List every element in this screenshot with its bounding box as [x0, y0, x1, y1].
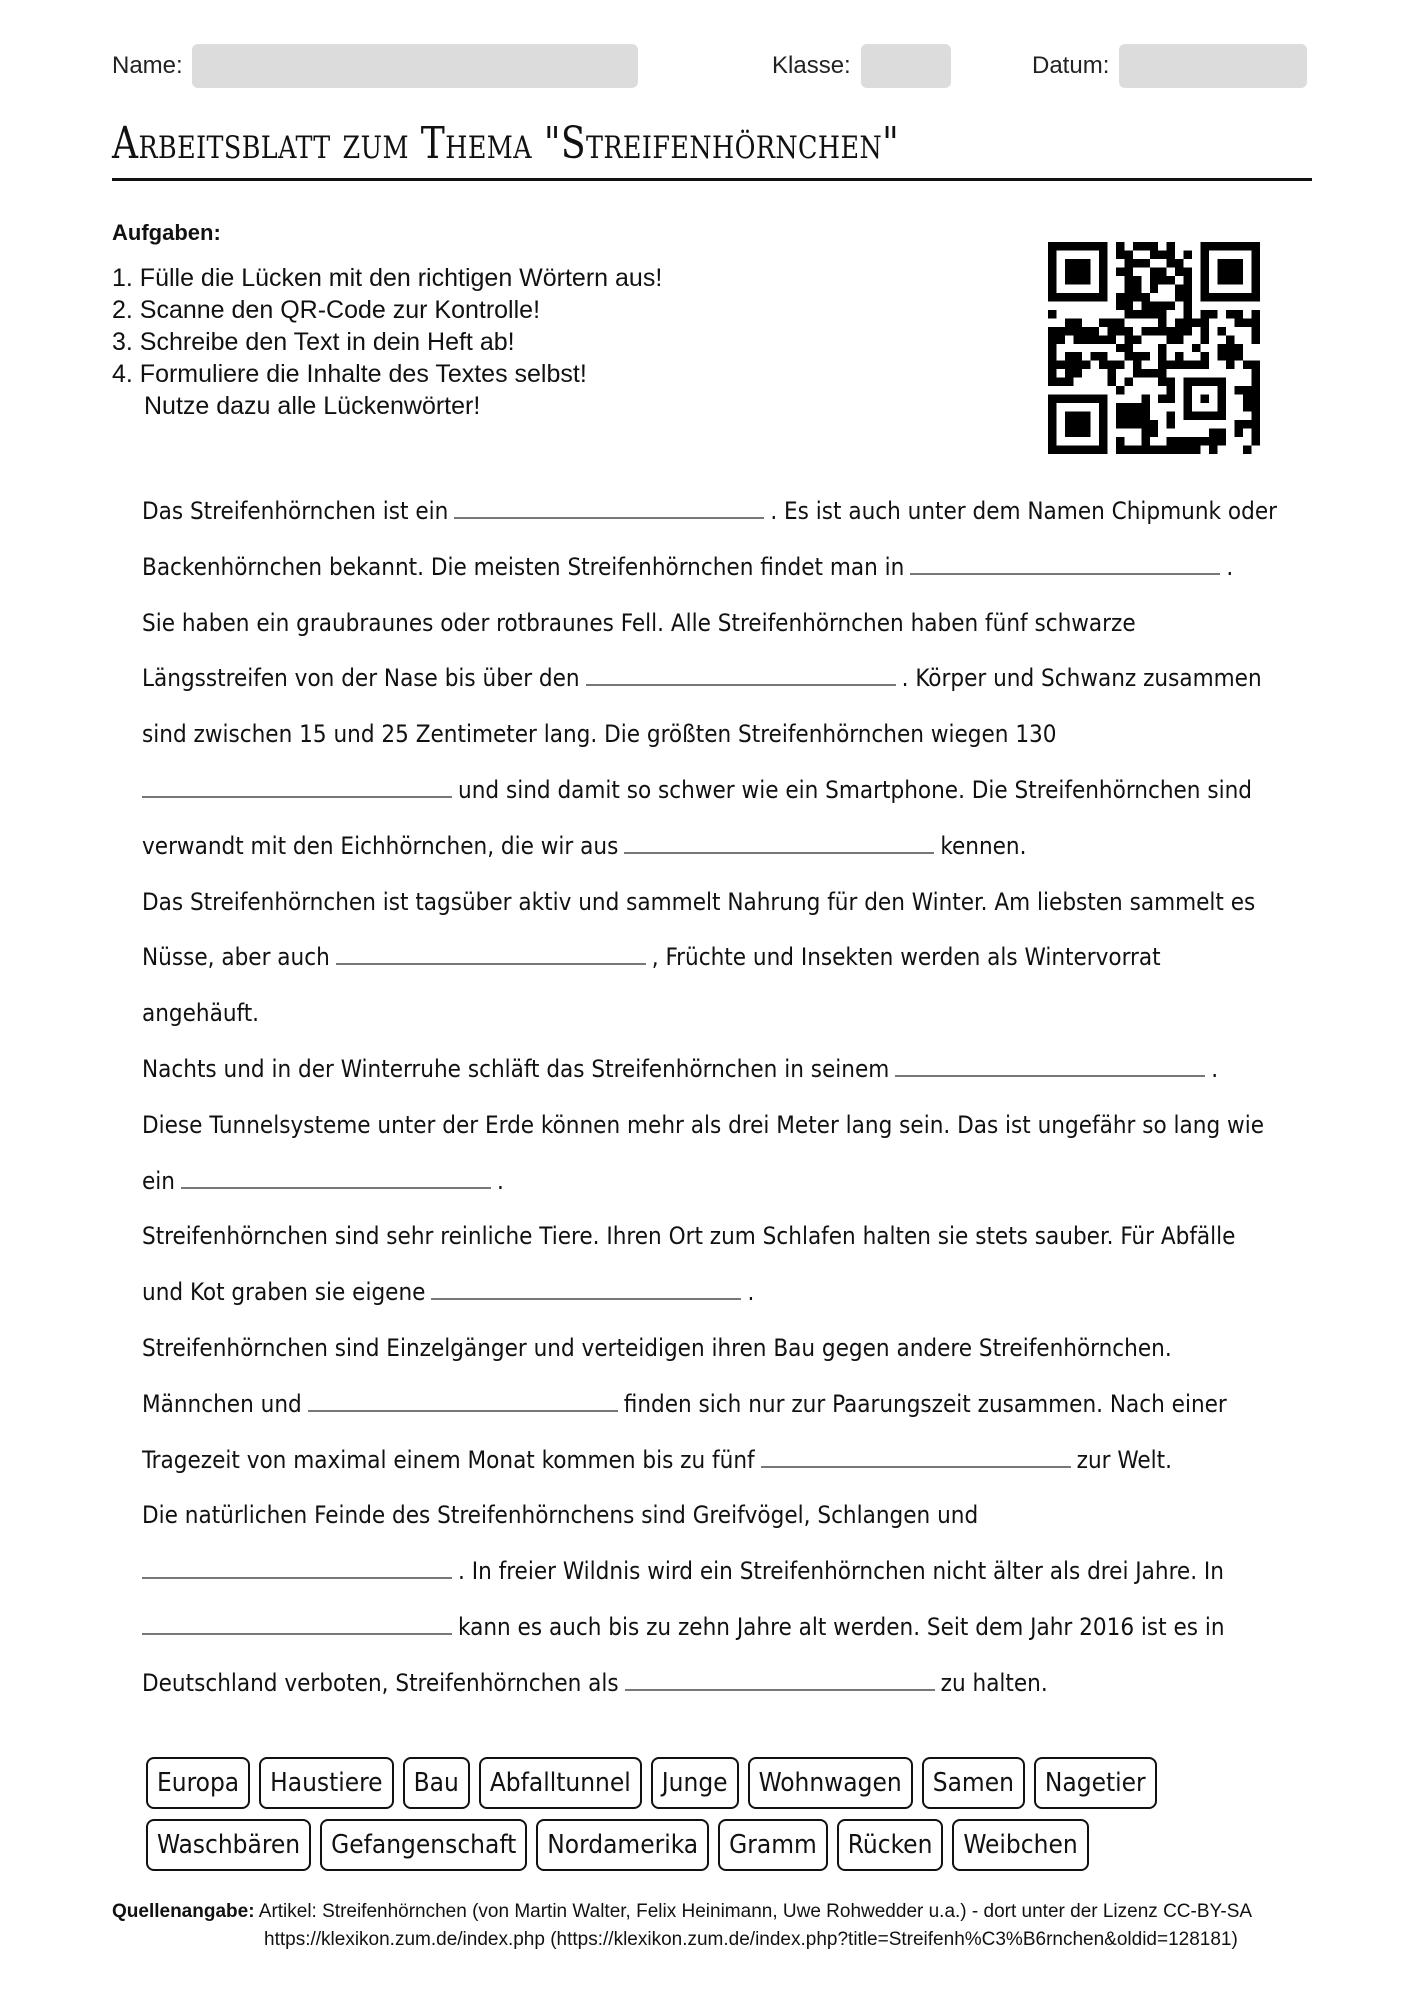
- gap-field[interactable]: [761, 1438, 1071, 1468]
- word-chip[interactable]: Haustiere: [259, 1757, 393, 1809]
- text-line: ein .: [142, 1154, 1302, 1210]
- text-line: und sind damit so schwer wie ein Smartphone. Die Streifenhörnchen sind: [142, 763, 1302, 819]
- word-chip[interactable]: Samen: [922, 1757, 1025, 1809]
- source-note: [112, 1898, 1252, 1954]
- gap-field[interactable]: [181, 1159, 491, 1189]
- text-line: Streifenhörnchen sind Einzelgänger und verteidigen ihren Bau gegen andere Streifenhörnchen.: [142, 1333, 1172, 1362]
- text-line: Nüsse, aber auch , Früchte und Insekten werden als Wintervorrat: [142, 930, 1302, 986]
- word-chip[interactable]: Nagetier: [1034, 1757, 1157, 1809]
- word-chip[interactable]: Europa: [146, 1757, 250, 1809]
- gap-field[interactable]: [142, 1605, 452, 1635]
- text-line: Backenhörnchen bekannt. Die meisten Streifenhörnchen findet man in .: [142, 540, 1302, 596]
- qr-code-icon[interactable]: [1048, 242, 1260, 454]
- page-title: Arbeitsblatt zum Thema "Streifenhörnchen": [112, 118, 1312, 181]
- gap-field[interactable]: [142, 768, 452, 798]
- gap-field[interactable]: [895, 1047, 1205, 1077]
- gap-field[interactable]: [454, 489, 764, 519]
- gap-field[interactable]: [910, 545, 1220, 575]
- tasks-heading: Aufgaben:: [112, 220, 221, 245]
- word-chip[interactable]: Abfalltunnel: [479, 1757, 642, 1809]
- word-chip[interactable]: Weibchen: [952, 1819, 1088, 1871]
- word-chip[interactable]: Bau: [403, 1757, 470, 1809]
- task-list: [112, 262, 662, 422]
- source-label: Quellenangabe:: [112, 1901, 255, 1922]
- name-field[interactable]: [192, 44, 638, 88]
- word-chip[interactable]: Gramm: [718, 1819, 828, 1871]
- source-url[interactable]: https://klexikon.zum.de/index.php (https://klexikon.zum.de/index.php?title=Streifenh%C3%B6rnchen&oldid=128181): [264, 1929, 1238, 1950]
- header: [112, 44, 1312, 90]
- text-line: Längsstreifen von der Nase bis über den . Körper und Schwanz zusammen: [142, 651, 1302, 707]
- word-chip[interactable]: Gefangenschaft: [320, 1819, 527, 1871]
- gap-field[interactable]: [336, 935, 646, 965]
- gap-field[interactable]: [586, 656, 896, 686]
- word-chip[interactable]: Rücken: [837, 1819, 944, 1871]
- text-line: angehäuft.: [142, 999, 260, 1028]
- word-bank-row: [146, 1757, 1246, 1809]
- task-item: 1. Fülle die Lücken mit den richtigen Wörtern aus!: [112, 264, 663, 292]
- text-line: Die natürlichen Feinde des Streifenhörnchens sind Greifvögel, Schlangen und: [142, 1501, 979, 1530]
- text-line: . In freier Wildnis wird ein Streifenhörnchen nicht älter als drei Jahre. In: [142, 1544, 1302, 1600]
- gap-field[interactable]: [625, 1661, 935, 1691]
- gap-field[interactable]: [431, 1270, 741, 1300]
- task-item: 2. Scanne den QR-Code zur Kontrolle!: [112, 296, 541, 324]
- source-text: Artikel: Streifenhörnchen (von Martin Walter, Felix Heinimann, Uwe Rohwedder u.a.) - dort unter der Lizenz CC-BY-SA: [258, 1901, 1253, 1922]
- text-line: Das Streifenhörnchen ist ein . Es ist auch unter dem Namen Chipmunk oder: [142, 484, 1302, 540]
- class-label: Klasse:: [772, 52, 851, 79]
- word-chip[interactable]: Waschbären: [146, 1819, 311, 1871]
- gap-field[interactable]: [308, 1382, 618, 1412]
- text-line: Männchen und finden sich nur zur Paarungszeit zusammen. Nach einer: [142, 1377, 1302, 1433]
- text-line: Deutschland verboten, Streifenhörnchen als zu halten.: [142, 1656, 1302, 1712]
- text-line: Diese Tunnelsysteme unter der Erde können mehr als drei Meter lang sein. Das ist ungefähr so lang wie: [142, 1110, 1264, 1139]
- text-line: Tragezeit von maximal einem Monat kommen bis zu fünf zur Welt.: [142, 1433, 1302, 1489]
- date-label: Datum:: [1032, 52, 1110, 79]
- name-label: Name:: [112, 52, 183, 79]
- text-line: kann es auch bis zu zehn Jahre alt werden. Seit dem Jahr 2016 ist es in: [142, 1600, 1302, 1656]
- text-line: Das Streifenhörnchen ist tagsüber aktiv und sammelt Nahrung für den Winter. Am liebsten sammelt es: [142, 887, 1256, 916]
- word-chip[interactable]: Nordamerika: [536, 1819, 709, 1871]
- task-item: 4. Formuliere die Inhalte des Textes selbst!: [112, 360, 587, 388]
- word-chip[interactable]: Junge: [651, 1757, 739, 1809]
- text-line: und Kot graben sie eigene .: [142, 1265, 1302, 1321]
- text-line: Nachts und in der Winterruhe schläft das Streifenhörnchen in seinem .: [142, 1042, 1302, 1098]
- task-item: Nutze dazu alle Lückenwörter!: [144, 392, 481, 420]
- word-chip[interactable]: Wohnwagen: [748, 1757, 913, 1809]
- word-bank-row: [146, 1819, 1246, 1871]
- class-field[interactable]: [861, 44, 951, 88]
- date-field[interactable]: [1119, 44, 1307, 88]
- gap-field[interactable]: [142, 1549, 452, 1579]
- word-bank: [146, 1757, 1246, 1881]
- text-line: sind zwischen 15 und 25 Zentimeter lang. Die größten Streifenhörnchen wiegen 130: [142, 720, 1057, 749]
- text-line: verwandt mit den Eichhörnchen, die wir aus kennen.: [142, 819, 1302, 875]
- text-line: Streifenhörnchen sind sehr reinliche Tiere. Ihren Ort zum Schlafen halten sie stets sauber. Für Abfälle: [142, 1222, 1236, 1251]
- gap-field[interactable]: [624, 824, 934, 854]
- text-line: Sie haben ein graubraunes oder rotbraunes Fell. Alle Streifenhörnchen haben fünf schwarze: [142, 608, 1136, 637]
- task-item: 3. Schreibe den Text in dein Heft ab!: [112, 328, 515, 356]
- cloze-text: [142, 484, 1302, 1712]
